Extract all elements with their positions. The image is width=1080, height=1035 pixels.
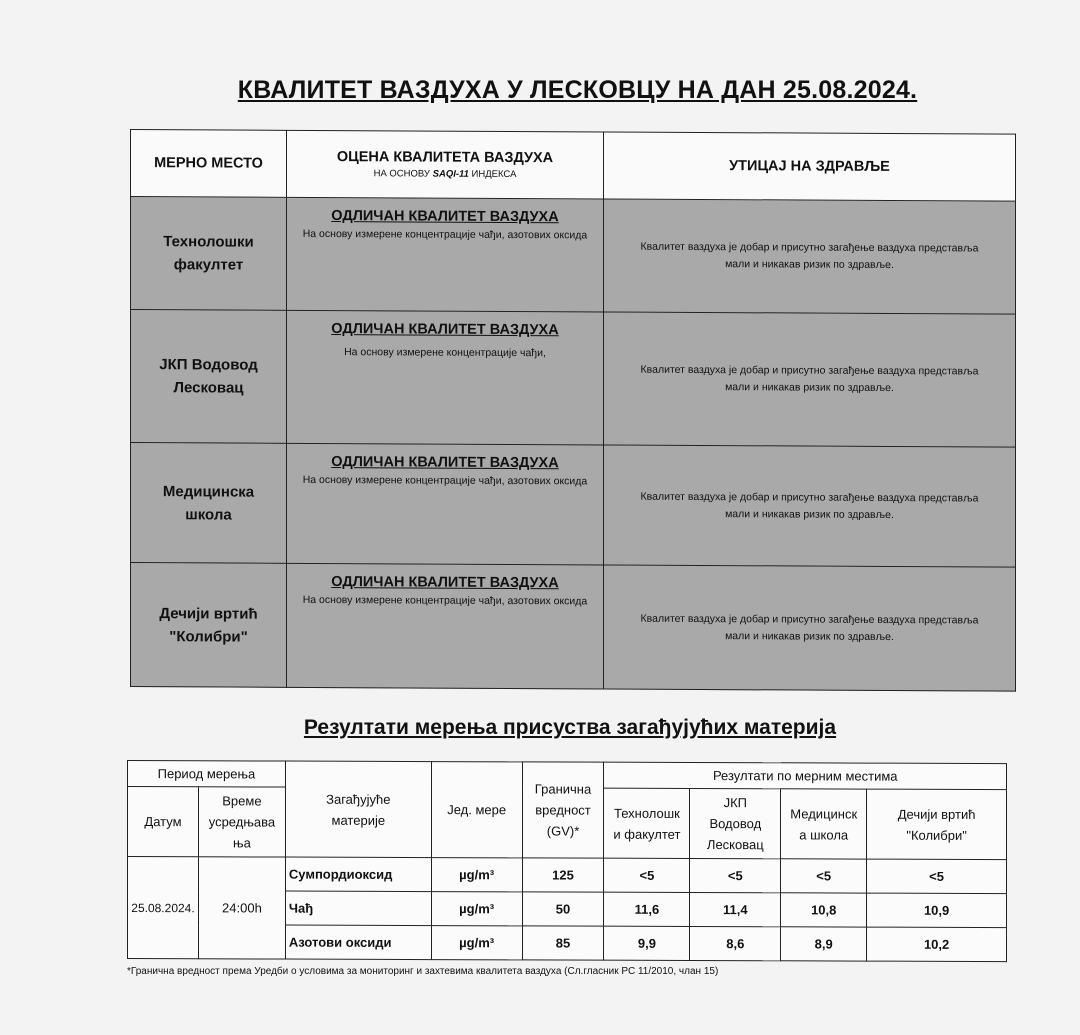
header-assessment [287, 130, 604, 199]
assessment-cell [287, 310, 604, 445]
limit-cell: 50 [522, 892, 604, 926]
grade-label: ОДЛИЧАН КВАЛИТЕТ ВАЗДУХА [331, 321, 559, 339]
table-row [131, 197, 1016, 315]
results-title: Резултати мерења присуства загађујућих материја [303, 716, 837, 739]
footnote: *Гранична вредност према Уредби о условима за мониторинг и захтевима квалитета ваздуха (Сл.гласник РС 11/2010, члан 15) [127, 966, 719, 977]
unit-cell: µg/m³ [431, 858, 522, 892]
value-cell: <5 [604, 858, 690, 892]
unit-cell: µg/m³ [431, 892, 522, 926]
header-location-1: Технолошк и факултет [604, 788, 690, 858]
header-location-4: Дечији вртић "Колибри" [867, 789, 1007, 859]
location-cell: ЈКП Водовод Лесковац [131, 310, 287, 444]
page-title: КВАЛИТЕТ ВАЗДУХА У ЛЕСКОВЦУ НА ДАН 25.08.2024. [237, 76, 918, 104]
value-cell: <5 [867, 859, 1007, 893]
value-cell: 10,2 [867, 927, 1007, 961]
results-table [127, 760, 1007, 962]
table-row [131, 443, 1016, 568]
value-cell: 10,9 [867, 893, 1007, 927]
value-cell: <5 [690, 858, 781, 892]
value-cell: 10,8 [781, 893, 867, 927]
grade-label: ОДЛИЧАН КВАЛИТЕТ ВАЗДУХА [331, 208, 559, 226]
date-cell: 25.08.2024. [128, 857, 199, 959]
header-date: Датум [128, 787, 199, 857]
header-limit: Гранична вредност (GV)* [522, 762, 604, 858]
assessment-cell [287, 443, 604, 565]
grade-label: ОДЛИЧАН КВАЛИТЕТ ВАЗДУХА [331, 574, 559, 592]
basis-text: На основу измерене концентрације чађи, азотових оксида [302, 227, 588, 242]
averaging-cell: 24:00h [198, 857, 285, 959]
air-quality-table [130, 129, 1016, 692]
header-assessment-sub: НА ОСНОВУ SAQI-11 ИНДЕКСА [373, 168, 517, 181]
basis-text: На основу измерене концентрације чађи, азотових оксида [302, 473, 588, 488]
header-location-3: Медицинск а школа [781, 789, 867, 859]
table-row [131, 310, 1016, 448]
unit-cell: µg/m³ [431, 926, 522, 960]
header-pollutants: Загађујуће материје [285, 761, 431, 858]
location-cell: Технолошки факултет [131, 197, 287, 311]
table-row [128, 857, 1007, 894]
assessment-cell [287, 563, 604, 689]
value-cell: 8,9 [781, 927, 867, 961]
basis-text: На основу измерене концентрације чађи, [344, 346, 546, 360]
value-cell: 8,6 [690, 926, 781, 960]
basis-text: На основу измерене концентрације чађи, азотових оксида [302, 593, 588, 608]
pollutant-cell: Чађ [285, 891, 431, 926]
header-location: МЕРНО МЕСТО [131, 130, 287, 198]
assessment-cell [287, 197, 604, 312]
location-cell: Медицинска школа [131, 443, 287, 564]
header-unit: Јед. мере [431, 762, 522, 858]
value-cell: 9,9 [604, 926, 690, 960]
header-averaging: Време усредњава ња [198, 787, 285, 857]
pollutant-cell: Сумпордиоксид [285, 857, 431, 892]
header-assessment-label: ОЦЕНА КВАЛИТЕТА ВАЗДУХА [336, 149, 554, 167]
value-cell: <5 [781, 859, 867, 893]
table-row [131, 563, 1016, 692]
value-cell: 11,6 [604, 892, 690, 926]
limit-cell: 125 [522, 858, 604, 892]
header-location-2: ЈКП Водовод Лесковац [690, 788, 781, 858]
limit-cell: 85 [522, 926, 604, 960]
pollutant-cell: Азотови оксиди [285, 925, 431, 960]
header-period: Период мерења [128, 761, 286, 788]
grade-label: ОДЛИЧАН КВАЛИТЕТ ВАЗДУХА [331, 454, 559, 472]
health-cell: Квалитет ваздуха је добар и присутно загађење ваздуха представља мали и никакав ризик по здравље. [604, 199, 1016, 314]
location-cell: Дечији вртић "Колибри" [131, 563, 287, 688]
value-cell: 11,4 [690, 892, 781, 926]
health-cell: Квалитет ваздуха је добар и присутно загађење ваздуха представља мали и никакав ризик по здравље. [604, 565, 1016, 691]
header-by-location: Резултати по мерним местима [604, 762, 1007, 789]
header-health: УТИЦАЈ НА ЗДРАВЉЕ [604, 132, 1016, 201]
health-cell: Квалитет ваздуха је добар и присутно загађење ваздуха представља мали и никакав ризик по здравље. [604, 312, 1016, 447]
health-cell: Квалитет ваздуха је добар и присутно загађење ваздуха представља мали и никакав ризик по здравље. [604, 445, 1016, 567]
